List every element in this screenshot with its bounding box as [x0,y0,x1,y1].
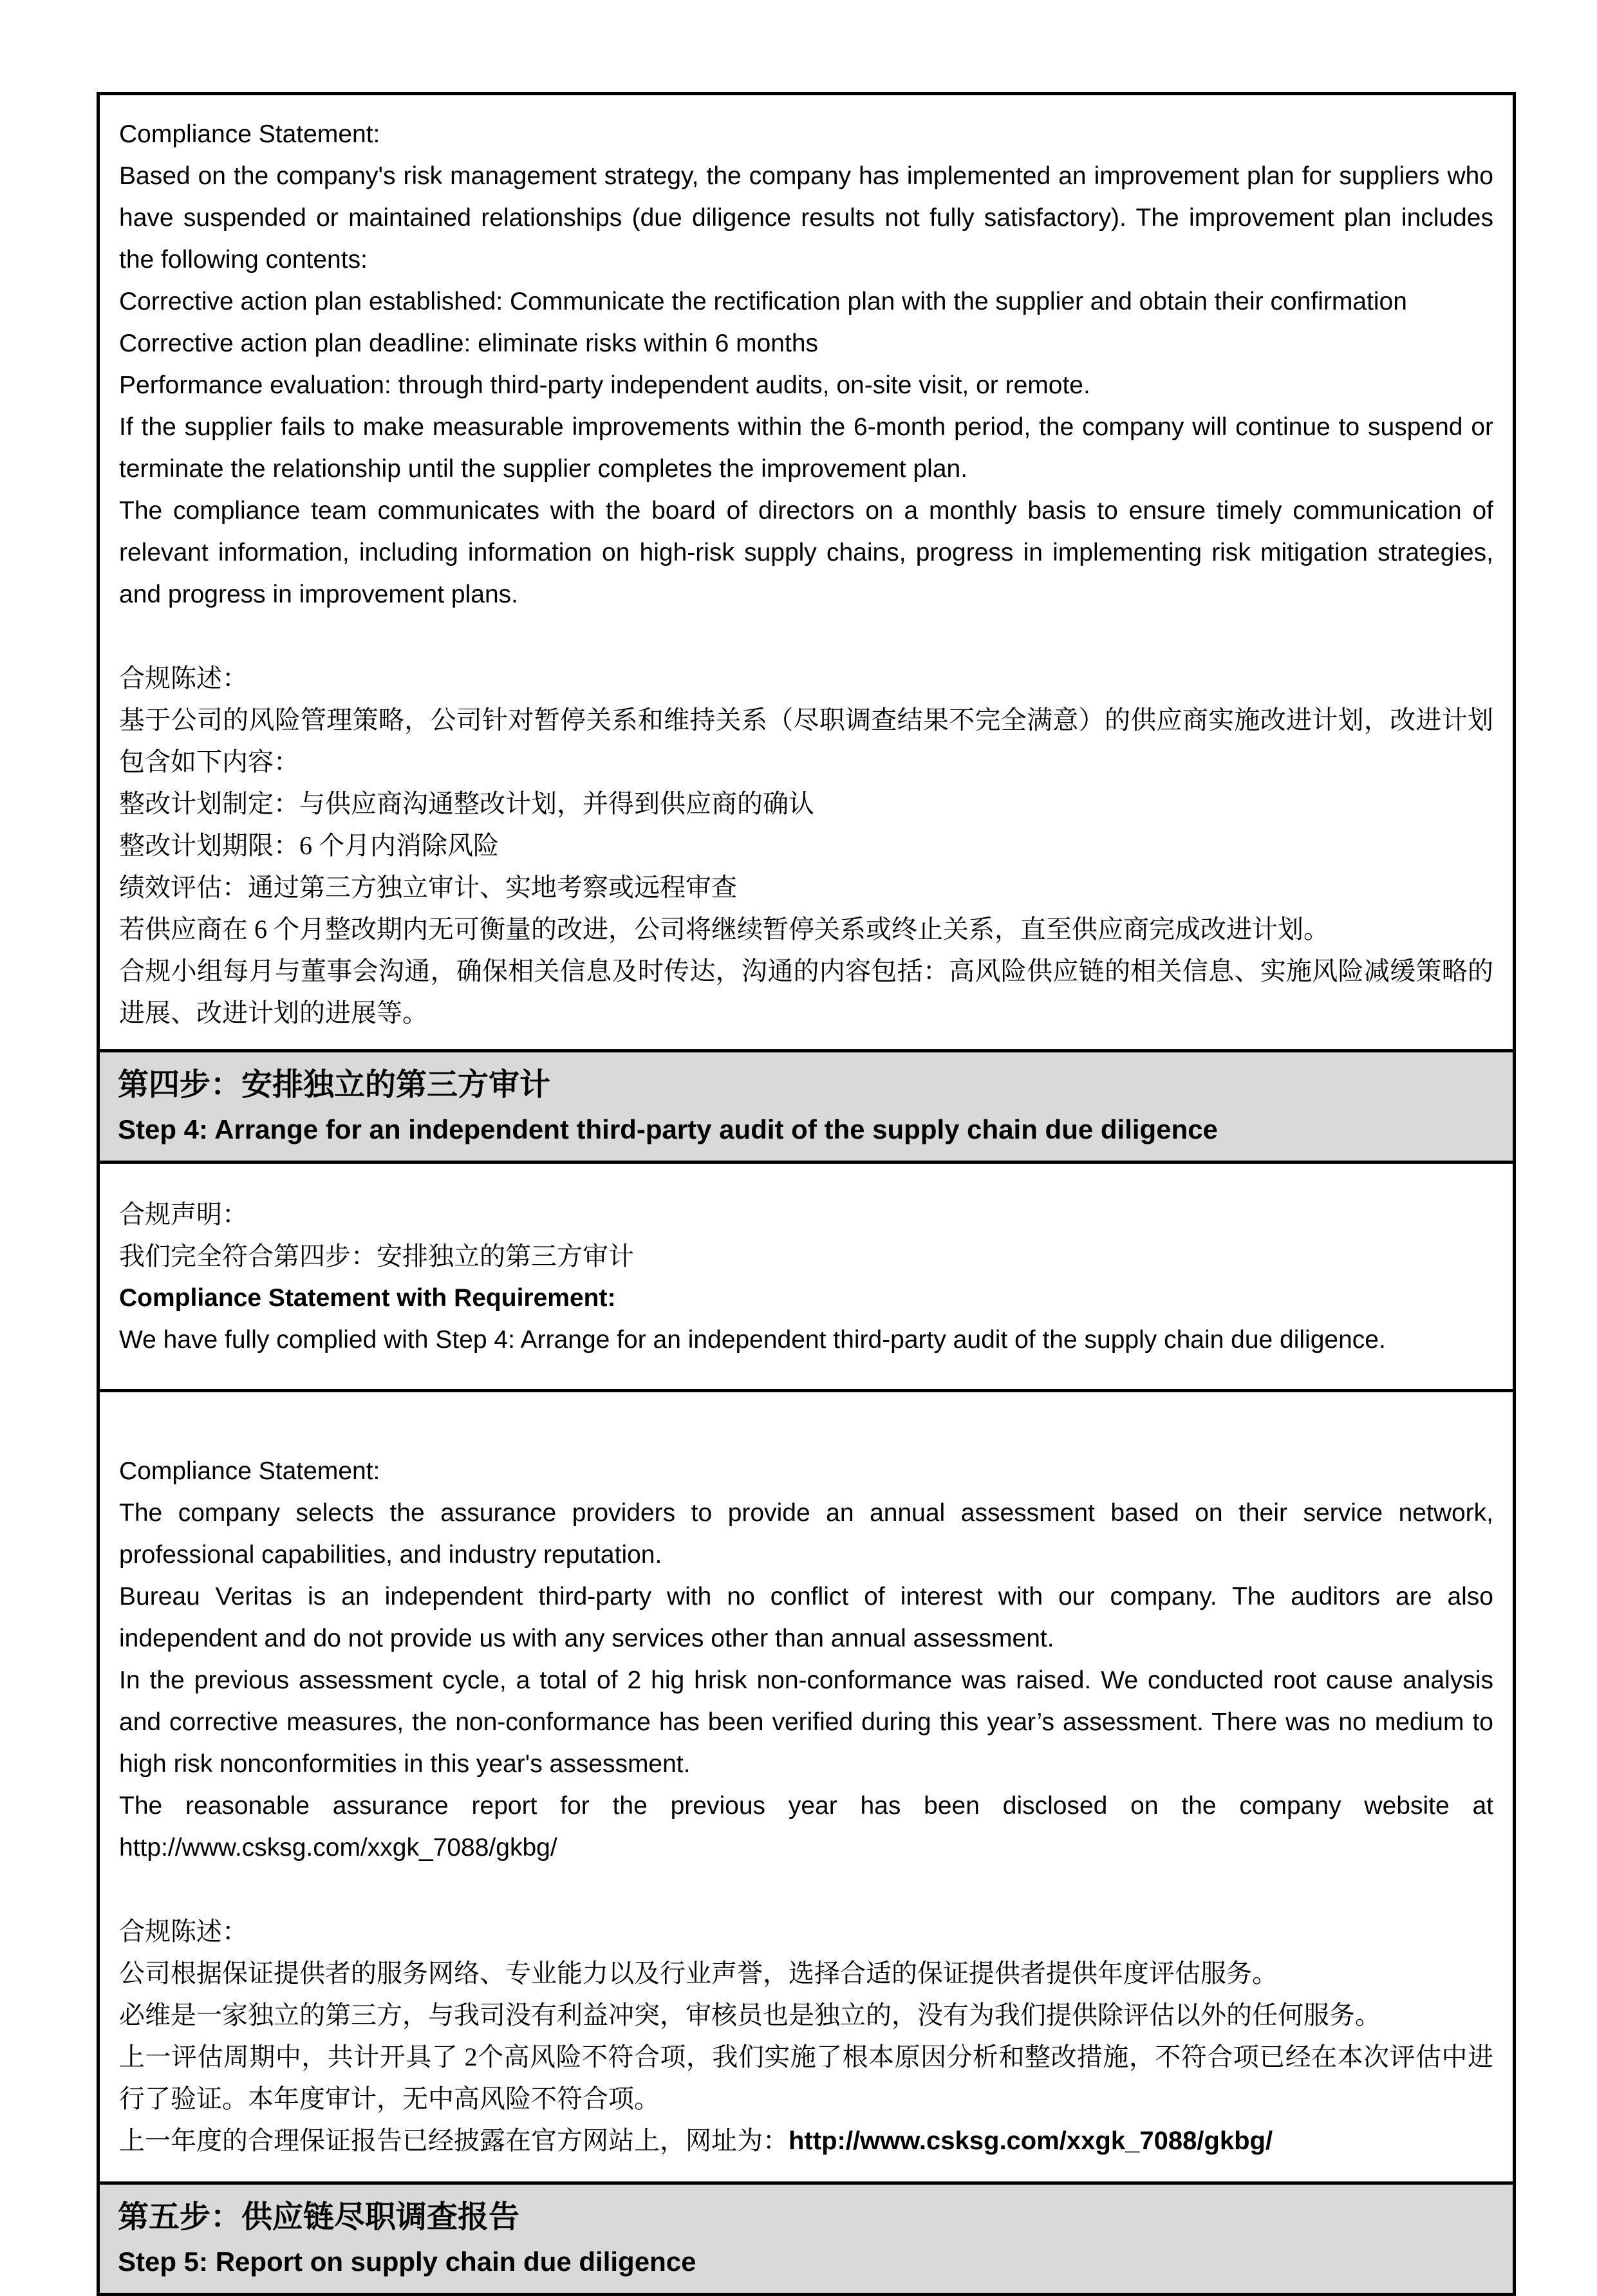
blank-line [119,615,1493,657]
compliance-statement-label2-zh: 合规陈述： [119,1917,248,1946]
step4-title-en: Step 4: Arrange for an independent third-party audit of the supply chain due diligence [118,1114,1218,1144]
compliance-declaration-text-zh: 我们完全符合第四步：安排独立的第三方审计 [119,1242,634,1271]
compliance-declaration-label-en: Compliance Statement with Requirement: [119,1284,616,1312]
paragraph-corrective-plan-established-en: Corrective action plan established: Communicate the rectification plan with the supplier and obtain their confirmation [119,288,1407,315]
blank-line [119,1869,1493,1910]
compliance-statement-box-third-party-audit [97,1389,1516,2185]
step4-title-zh: 第四步：安排独立的第三方审计 [118,1068,551,1102]
document-page [97,92,1516,2296]
paragraph-corrective-plan-deadline-zh: 整改计划期限：6 个月内消除风险 [119,831,499,860]
paragraph-performance-evaluation-en: Performance evaluation: through third-party independent audits, on-site visit, or remote. [119,371,1090,399]
paragraph-bureau-veritas-en: Bureau Veritas is an independent third-party with no conflict of interest with our company. The auditors are also independent and do not provide us with any services other than annual assessment. [119,1583,1493,1652]
step5-section-header [97,2181,1516,2296]
compliance-statement-label-en: Compliance Statement: [119,120,380,148]
paragraph-risk-strategy-zh: 基于公司的风险管理策略，公司针对暂停关系和维持关系（尽职调查结果不完全满意）的供应商实施改进计划，改进计划包含如下内容： [119,705,1493,776]
paragraph-assurance-providers-en: The company selects the assurance providers to provide an annual assessment based on their service network, professional capabilities, and industry reputation. [119,1499,1493,1569]
paragraph-supplier-fails-zh: 若供应商在 6 个月整改期内无可衡量的改进，公司将继续暂停关系或终止关系，直至供应商完成改进计划。 [119,915,1329,944]
step4-section-header [97,1049,1516,1164]
paragraph-performance-evaluation-zh: 绩效评估：通过第三方独立审计、实地考察或远程审查 [119,873,737,902]
url-line-prefix: 上一年度的合理保证报告已经披露在官方网站上，网址为： [119,2126,789,2155]
paragraph-assurance-providers-zh: 公司根据保证提供者的服务网络、专业能力以及行业声誉，选择合适的保证提供者提供年度评估服务。 [119,1959,1278,1988]
compliance-declaration-label-zh: 合规声明： [119,1200,248,1229]
report-url: http://www.csksg.com/xxgk_7088/gkbg/ [789,2127,1273,2155]
paragraph-corrective-plan-deadline-en: Corrective action plan deadline: eliminate risks within 6 months [119,330,819,357]
compliance-statement-box-improvement-plan [97,92,1516,1052]
paragraph-risk-strategy-en: Based on the company's risk management strategy, the company has implemented an improvement plan for suppliers who have suspended or maintained relationships (due diligence results not fully satisfactory). The improvement plan includes the following contents: [119,162,1493,274]
paragraph-compliance-team-en: The compliance team communicates with the board of directors on a monthly basis to ensure timely communication of relevant information, including information on high-risk supply chains, progress in implementing risk mitigation strategies, and progress in improvement plans. [119,497,1493,608]
compliance-statement-label2-en: Compliance Statement: [119,1457,380,1485]
compliance-statement-label-zh: 合规陈述： [119,664,248,693]
paragraph-corrective-plan-established-zh: 整改计划制定：与供应商沟通整改计划，并得到供应商的确认 [119,789,814,818]
compliance-declaration-text-en: We have fully complied with Step 4: Arrange for an independent third-party audit of the supply chain due diligence. [119,1326,1386,1354]
paragraph-previous-assessment-zh: 上一评估周期中，共计开具了 2个高风险不符合项，我们实施了根本原因分析和整改措施，不符合项已经在本次评估中进行了验证。本年度审计，无中高风险不符合项。 [119,2042,1493,2113]
step5-title-zh: 第五步：供应链尽职调查报告 [118,2200,520,2234]
paragraph-bureau-veritas-zh: 必维是一家独立的第三方，与我司没有利益冲突，审核员也是独立的，没有为我们提供除评估以外的任何服务。 [119,2001,1381,2030]
step5-title-en: Step 5: Report on supply chain due diligence [118,2246,696,2277]
paragraph-compliance-team-zh: 合规小组每月与董事会沟通，确保相关信息及时传达，沟通的内容包括：高风险供应链的相关信息、实施风险减缓策略的进展、改进计划的进展等。 [119,957,1493,1027]
compliance-declaration-box-step4 [97,1161,1516,1392]
paragraph-supplier-fails-en: If the supplier fails to make measurable improvements within the 6-month period, the company will continue to suspend or terminate the relationship until the supplier completes the improvement plan. [119,413,1493,483]
paragraph-assurance-report-url-en: The reasonable assurance report for the previous year has been disclosed on the company website at http://www.csksg.com/xxgk_7088/gkbg/ [119,1792,1493,1862]
paragraph-assurance-report-url-zh [119,2120,1493,2162]
paragraph-previous-assessment-en: In the previous assessment cycle, a total of 2 hig hrisk non-conformance was raised. We conducted root cause analysis and corrective measures, the non-conformance has been verified during this year’s assessment. There was no medium to high risk nonconformities in this year's assessment. [119,1666,1493,1778]
